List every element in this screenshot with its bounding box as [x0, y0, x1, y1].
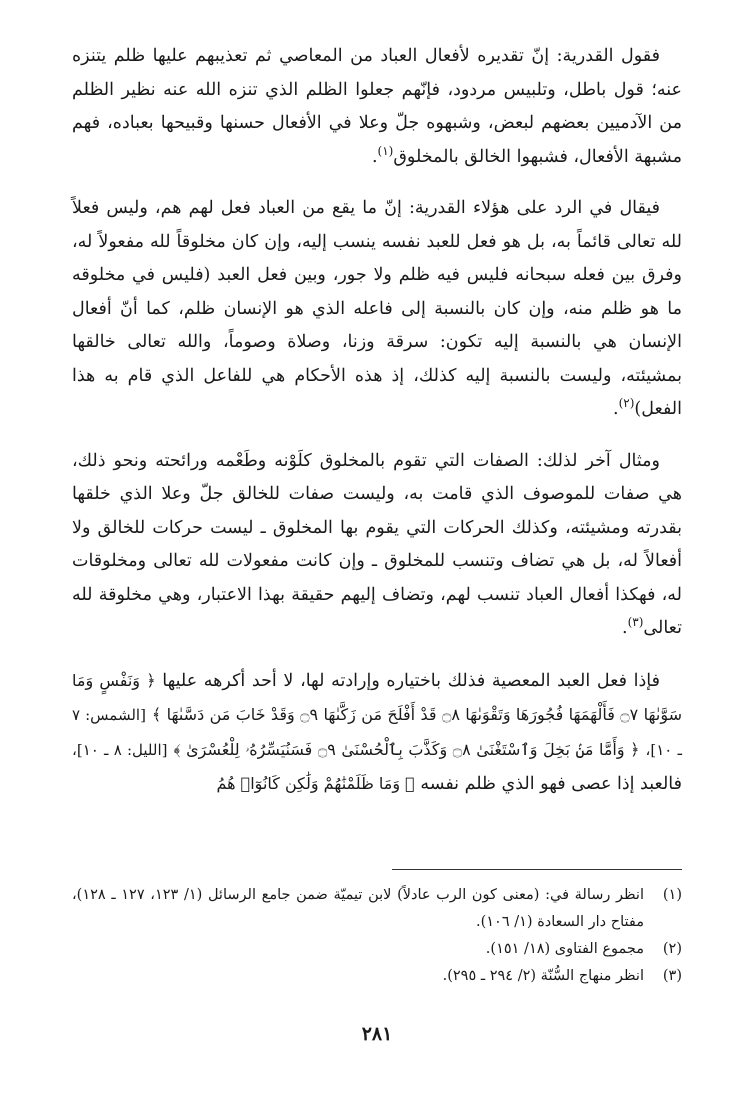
paragraph-2-tail: . — [613, 399, 619, 419]
footnote-text: انظر منهاج السُّنّة (٢/ ٢٩٤ ـ ٢٩٥). — [442, 968, 644, 984]
paragraph-1-tail: . — [371, 146, 378, 167]
quran-verse-ash-shams: ﴿ وَنَفْسٍ وَمَا سَوَّىٰهَا ۝٧ فَأَلْهَمَهَا فُجُورَهَا وَتَقْوَىٰهَا ۝٨ قَدْ أَفْلَحَ مَن زَكَّىٰهَا ۝٩ وَقَدْ خَابَ مَن دَسَّىٰهَا ﴾ — [72, 670, 682, 724]
paragraph-1 — [72, 40, 682, 174]
footnote-ref-3[interactable]: (٣) — [627, 615, 644, 630]
footnote-text: مجموع الفتاوى (١٨/ ١٥١). — [485, 941, 644, 957]
paragraph-3 — [72, 445, 682, 646]
footnote-number: (٢) — [662, 941, 682, 957]
paragraph-1-text: فقول القدرية: إنّ تقديره لأفعال العباد من المعاصي ثم تعذيبهم عليها ظلم يتنزه عنه؛ قول باطل، وتلبيس مردود، فإنّهم جعلوا الظلم الذي تنزه الله عنه نظير الظلم من الآدميين بعضهم لبعض، وشبهوه جلّ وعلا في الأفعال حسنها وقبيحها بعباده، فهم مشبهة الأفعال، فشبهوا الخالق بالمخلوق — [72, 46, 682, 167]
quran-ref-al-layl: [الليل: ٨ ـ ١٠]، — [72, 740, 168, 759]
paragraph-2 — [72, 192, 682, 427]
quran-verse-continuation: ﴿ وَمَا ظَلَمْنَٰهُمْ وَلَٰكِن كَانُوٓا۟ هُمُ — [216, 774, 415, 793]
paragraph-3-tail: . — [622, 618, 628, 638]
footnote-1 — [72, 882, 682, 936]
quran-verse-al-layl: ﴿ وَأَمَّا مَنۢ بَخِلَ وَٱسْتَغْنَىٰ ۝٨ وَكَذَّبَ بِٱلْحُسْنَىٰ ۝٩ فَسَنُيَسِّرُهُۥ لِلْعُسْرَىٰ ﴾ — [173, 739, 640, 759]
book-page — [72, 40, 682, 1070]
paragraph-4-text: فإذا فعل العبد المعصية فذلك باختياره وإرادته لها، لا أحد أكرهه عليها — [162, 670, 660, 691]
footnote-2 — [72, 936, 682, 963]
footnote-ref-2[interactable]: (٢) — [618, 396, 635, 411]
footnote-ref-1[interactable]: (١) — [377, 143, 394, 158]
footnote-number: (١) — [662, 887, 682, 903]
paragraph-4-text-2: فالعبد إذا عصى فهو الذي ظلم نفسه — [420, 774, 682, 794]
footnotes — [72, 882, 682, 990]
footnote-number: (٣) — [662, 968, 682, 984]
footnote-text: انظر رسالة في: (معنى كون الرب عادلاً) لابن تيميّة ضمن جامع الرسائل (١/ ١٢٣، ١٢٧ ـ ١٢٨)، مفتاح دار السعادة (١/ ١٠٦). — [72, 887, 644, 930]
footnote-3 — [72, 963, 682, 990]
quran-ref-ash-shams: [الشمس: ٧ ـ ١٠]، — [72, 706, 682, 759]
paragraph-2-text: فيقال في الرد على هؤلاء القدرية: إنّ ما يقع من العباد فعل لهم هم، وليس فعلاً لله تعالى قائماً به، بل هو فعل للعبد نفسه ينسب إليه، وإن كان مخلوقاً لله مفعولاً له، وفرق بين فعله سبحانه فليس فيه ظلم ولا جور، وبين فعل العبد (فليس في مخلوقه ما هو ظلم منه، وإن كان بالنسبة إلى فاعله الذي هو الإنسان ظلم، كما أنّ أفعال الإنسان هي بالنسبة إليه تكون: سرقة وزنا، وصلاة وصوماً، والله تعالى خالقها بمشيئته، وليست بالنسبة إليه كذلك، إذ هذه الأحكام هي للفاعل الذي قام به هذا الفعل) — [72, 198, 682, 419]
footnote-divider — [392, 869, 682, 870]
paragraph-4 — [72, 664, 682, 802]
page-number: ٢٨١ — [361, 1023, 393, 1045]
paragraph-3-text: ومثال آخر لذلك: الصفات التي تقوم بالمخلوق كلَوْنه وطَعْمه ورائحته ونحو ذلك، هي صفات للموصوف الذي قامت به، وليست صفات للخالق جلّ وعلا الذي خلقها بقدرته ومشيئته، وكذلك الحركات التي يقوم بها المخلوق ـ ليست حركات للخالق ولا أفعالاً له، بل هي تضاف وتنسب للمخلوق ـ وإن كانت مفعولات لله تعالى ومخلوقات له، فهكذا أفعال العباد تنسب لهم، وتضاف إليهم حقيقة بهذا الاعتبار، وهي مخلوقة لله تعالى — [72, 450, 682, 638]
